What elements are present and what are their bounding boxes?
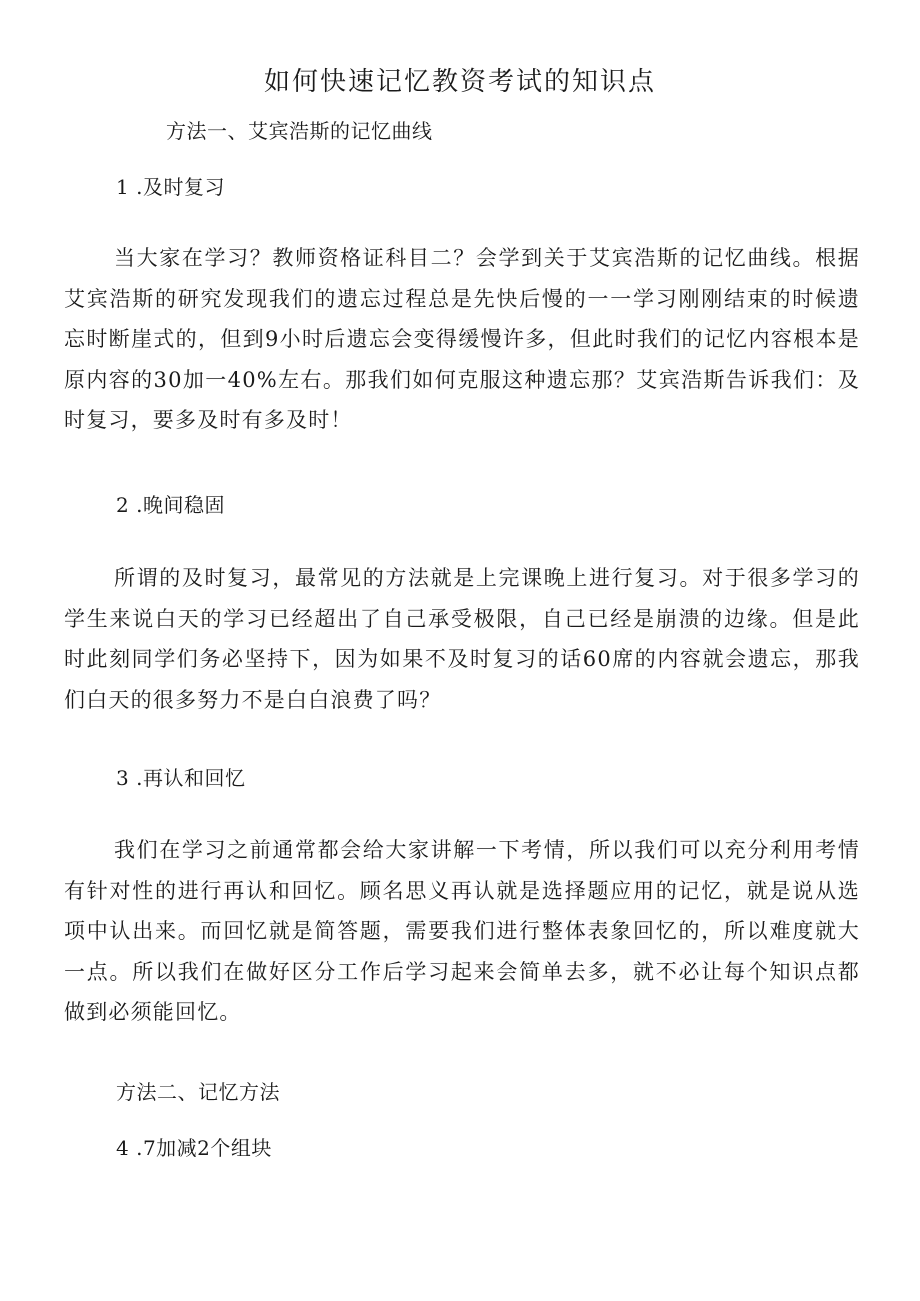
section-3-heading: 3 .再认和回忆 (116, 766, 246, 790)
section-3-paragraph: 我们在学习之前通常都会给大家讲解一下考情，所以我们可以充分利用考情有针对性的进行再认和回忆。顾名思义再认就是选择题应用的记忆，就是说从选项中认出来。而回忆就是简答题，需要我们进行整体表象回忆的，所以难度就大一点。所以我们在做好区分工作后学习起来会简单去多，就不必让每个知识点都做到必须能回忆。 (64, 838, 860, 1025)
method-one-heading: 方法一、艾宾浩斯的记忆曲线 (166, 119, 433, 143)
page-title: 如何快速记忆教资考试的知识点 (263, 67, 656, 97)
section-2-paragraph: 所谓的及时复习，最常见的方法就是上完课晚上进行复习。对于很多学习的学生来说白天的学习已经超出了自己承受极限，自己已经是崩溃的边缘。但是此时此刻同学们务必坚持下，因为如果不及时复习的话60席的内容就会遗忘，那我们白天的很多努力不是白白浪费了吗？ (64, 566, 860, 712)
section-2-heading: 2 .晚间稳固 (116, 493, 225, 517)
section-1-heading: 1 .及时复习 (116, 175, 225, 199)
method-two-heading: 方法二、记忆方法 (116, 1080, 280, 1104)
section-1-paragraph: 当大家在学习？教师资格证科目二？会学到关于艾宾浩斯的记忆曲线。根据艾宾浩斯的研究发现我们的遗忘过程总是先快后慢的一一学习刚刚结束的时候遗忘时断崖式的，但到9小时后遗忘会变得缓慢许多，但此时我们的记忆内容根本是原内容的30加一40%左右。那我们如何克服这种遗忘那？艾宾浩斯告诉我们：及时复习，要多及时有多及时！ (64, 246, 860, 433)
section-4-heading: 4 .7加减2个组块 (116, 1136, 272, 1160)
